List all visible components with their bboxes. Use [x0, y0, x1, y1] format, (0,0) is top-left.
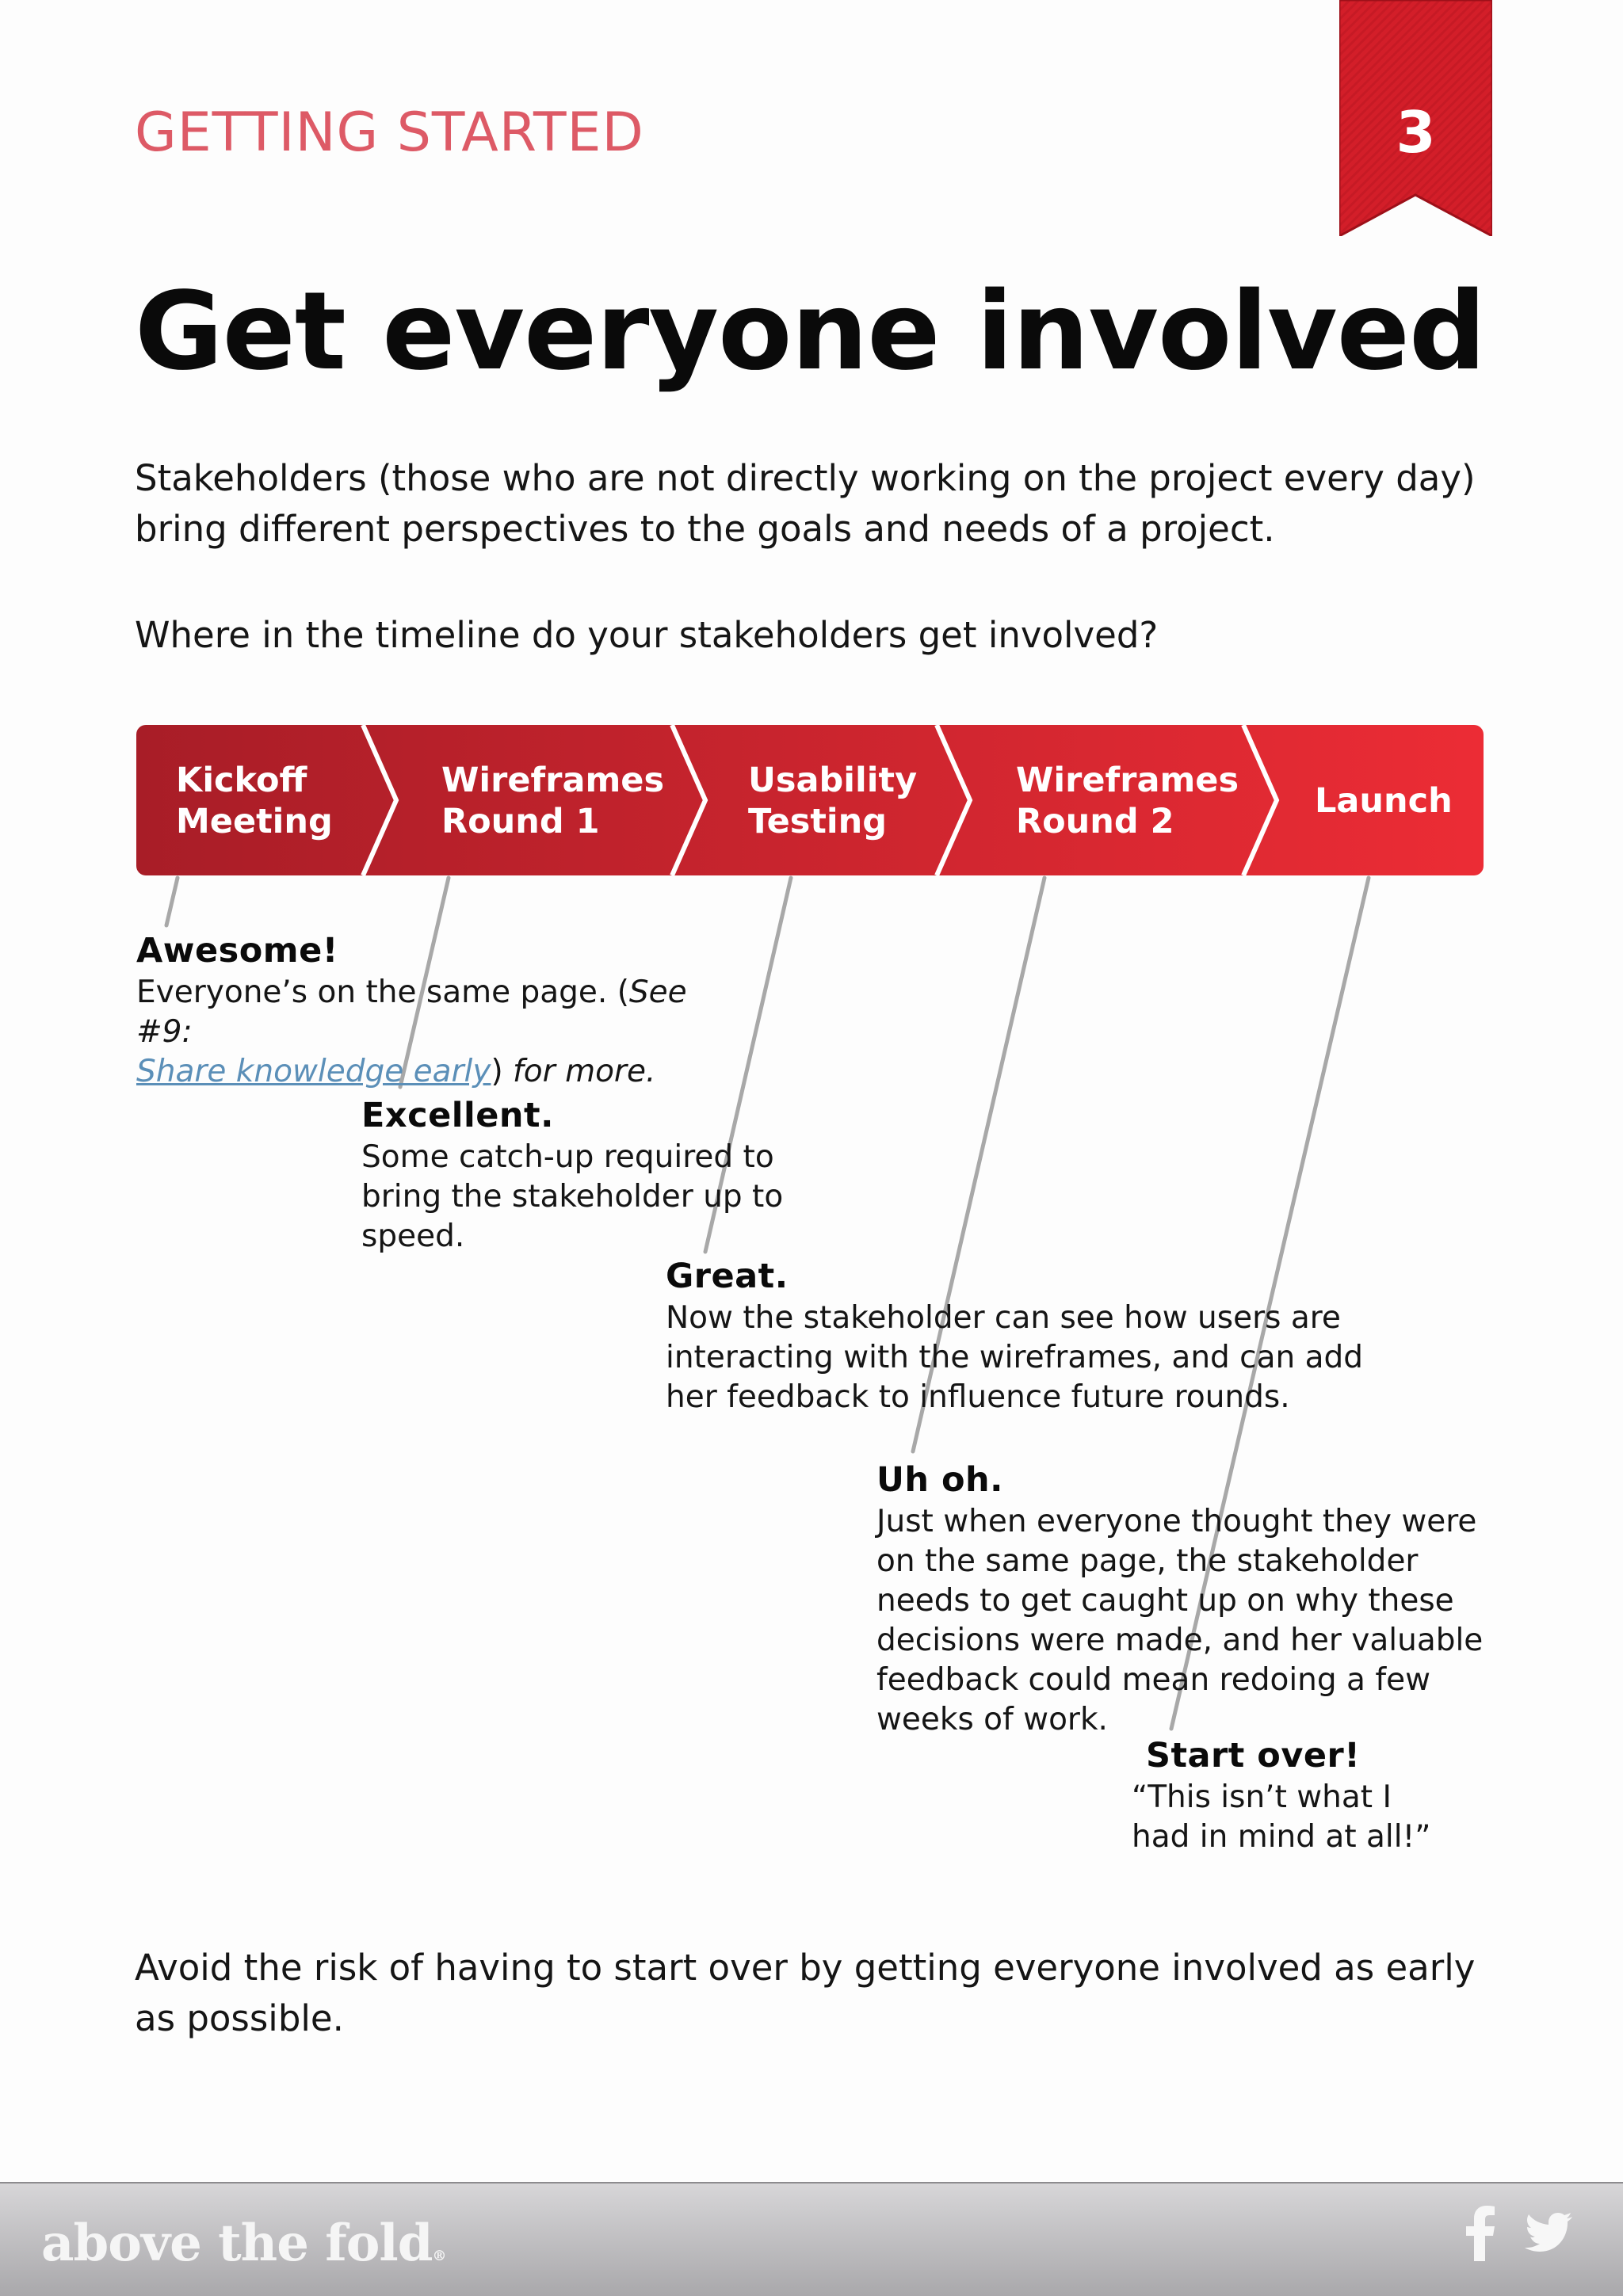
note-awesome [136, 929, 739, 1092]
note-excellent [361, 1093, 853, 1257]
note-body: Now the stakeholder can see how users are interacting with the wireframes, and can add her feedback to influence future rounds. [666, 1300, 1364, 1415]
note-body: “This isn’t what I had in mind at all!” [1132, 1779, 1431, 1855]
brand-name: above the fold [41, 2214, 433, 2273]
note-start-over [1132, 1733, 1449, 1857]
note-heading: Start over! [1146, 1736, 1361, 1775]
note-great [666, 1254, 1371, 1417]
facebook-icon[interactable] [1465, 2206, 1496, 2261]
footer-bar [0, 2182, 1623, 2296]
leader-line [166, 878, 178, 925]
note-text: Everyone’s on the same page. ( [136, 974, 629, 1010]
note-heading: Excellent. [361, 1096, 554, 1135]
closing-paragraph: Avoid the risk of having to start over by getting everyone involved as early as possible. [135, 1947, 1476, 2039]
note-body: Some catch-up required to bring the stakeholder up to speed. [361, 1139, 784, 1254]
timeline-step-wireframes-round-1: Wireframes Round 1 [441, 761, 665, 841]
note-body [136, 973, 739, 1092]
note-heading: Uh oh. [876, 1460, 1003, 1500]
twitter-icon[interactable] [1525, 2210, 1572, 2253]
brand-logo [41, 2214, 445, 2273]
note-text-italic: See #9: [136, 974, 687, 1050]
question-paragraph: Where in the timeline do your stakeholders get involved? [135, 614, 1159, 656]
note-uh-oh [876, 1458, 1503, 1740]
note-text-italic: for more. [502, 1054, 656, 1089]
timeline-step-usability-testing: Usability Testing [748, 761, 918, 841]
page-title: Get everyone involved [135, 269, 1486, 395]
timeline-step-launch: Launch [1315, 781, 1453, 821]
page-number: 3 [1396, 99, 1436, 166]
intro-paragraph: Stakeholders (those who are not directly working on the project every day) bring different perspectives to the goals and needs of a project. [135, 457, 1476, 550]
section-label: GETTING STARTED [135, 101, 644, 164]
note-heading: Awesome! [136, 931, 338, 971]
registered-mark: ® [432, 2248, 446, 2264]
share-knowledge-link[interactable]: Share knowledge early [136, 1054, 491, 1089]
note-heading: Great. [666, 1257, 789, 1296]
timeline-step-kickoff: Kickoff Meeting [176, 761, 333, 841]
timeline-step-wireframes-round-2: Wireframes Round 2 [1016, 761, 1239, 841]
note-body: Just when everyone thought they were on the same page, the stakeholder needs to get caught up on why these decisions were made, and her valuable feedback could mean redoing a few weeks of work. [876, 1504, 1484, 1737]
note-text: ) [491, 1054, 503, 1089]
